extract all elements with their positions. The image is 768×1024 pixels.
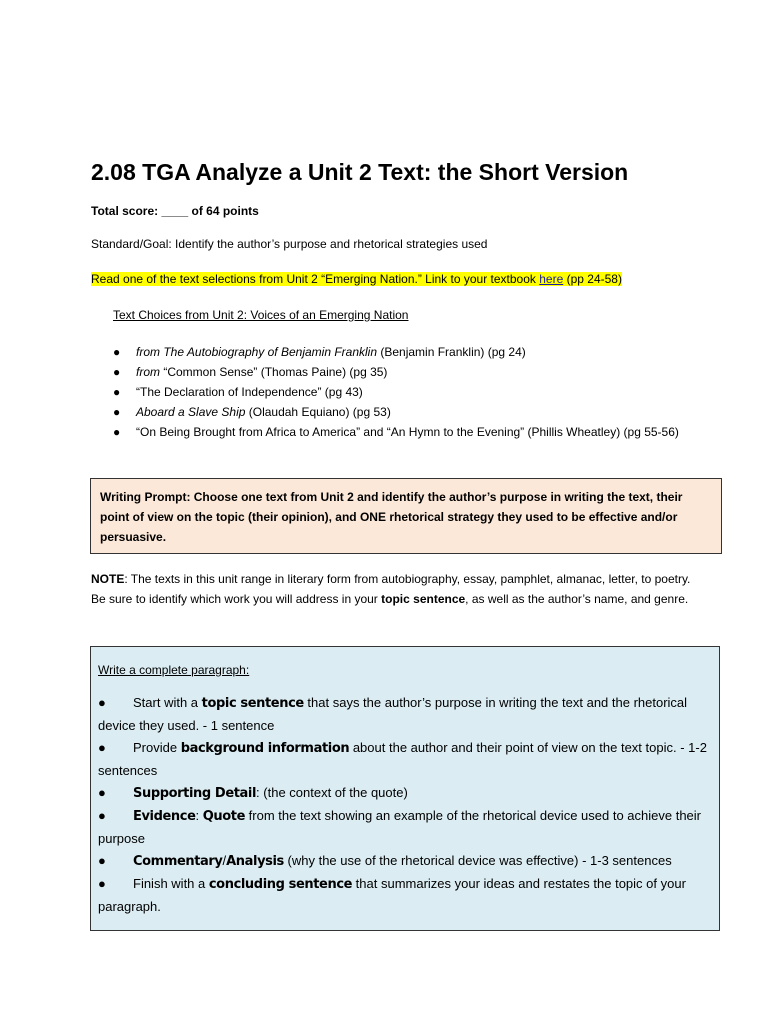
item-text: :	[195, 808, 203, 823]
note-paragraph	[91, 569, 691, 609]
item-strong: Analysis	[226, 854, 284, 869]
bullet-icon: ●	[113, 405, 121, 419]
bullet-icon: ●	[98, 876, 106, 891]
choice-detail: “Common Sense” (Thomas Paine) (pg 35)	[163, 365, 388, 379]
page-range: (pp 24-58)	[563, 272, 622, 286]
item-text: that summarizes your ideas and restates the topic of your paragraph.	[98, 876, 686, 914]
item-strong: Commentary	[133, 854, 223, 869]
text-choices-heading: Text Choices from Unit 2: Voices of an Emerging Nation	[113, 308, 409, 322]
item-strong: topic sentence	[201, 696, 304, 711]
standard-goal: Standard/Goal: Identify the author’s purpose and rhetorical strategies used	[91, 237, 488, 251]
text-choices-list	[113, 342, 693, 442]
bullet-icon: ●	[98, 808, 106, 823]
note-text: : The texts in this unit range in literary form from autobiography, essay, pamphlet, almanac, letter, to poetry. Be sure to identify which work you will address in your	[91, 572, 691, 606]
bullet-icon: ●	[113, 385, 121, 399]
writing-prompt-box	[90, 478, 722, 554]
choice-detail: (Olaudah Equiano) (pg 53)	[245, 405, 391, 419]
item-strong: Quote	[202, 809, 246, 824]
document-title: 2.08 TGA Analyze a Unit 2 Text: the Short Version	[91, 159, 629, 185]
choice-detail: “On Being Brought from Africa to America” and “An Hymn to the Evening” (Phillis Wheatley) (pg 55-56)	[136, 425, 679, 439]
choice-prefix: from	[136, 365, 164, 379]
list-item	[113, 342, 693, 362]
list-item	[113, 362, 693, 382]
list-item	[98, 850, 712, 873]
item-text: Provide	[133, 740, 181, 755]
reading-instruction	[91, 271, 622, 288]
list-item	[98, 805, 712, 850]
bullet-icon: ●	[113, 365, 121, 379]
item-text: /	[222, 853, 227, 868]
choice-detail: “The Declaration of Independence” (pg 43)	[136, 385, 363, 399]
item-text: (why the use of the rhetorical device was effective) - 1-3 sentences	[283, 853, 672, 868]
item-text: Finish with a	[133, 876, 209, 891]
list-item	[98, 782, 712, 805]
total-score: Total score: ____ of 64 points	[91, 204, 259, 218]
item-text: that says the author’s purpose in writing the text and the rhetorical device they used. - 1 sentence	[98, 695, 688, 733]
paragraph-heading: Write a complete paragraph:	[98, 663, 250, 677]
item-text: from the text showing an example of the rhetorical device used to achieve their purpose	[98, 808, 702, 846]
list-item	[113, 422, 693, 442]
list-item	[98, 737, 712, 782]
item-text: Start with a	[133, 695, 202, 710]
choice-prefix: from	[136, 345, 164, 359]
list-item	[98, 692, 712, 737]
list-item	[113, 402, 693, 422]
note-strong: topic sentence	[381, 592, 466, 606]
item-text: : (the context of the quote)	[256, 785, 408, 800]
choice-title: The Autobiography of Benjamin Franklin	[163, 345, 378, 359]
bullet-icon: ●	[113, 345, 121, 359]
paragraph-instructions-box	[90, 646, 720, 931]
item-strong: background information	[180, 741, 350, 756]
choice-detail: (Benjamin Franklin) (pg 24)	[377, 345, 526, 359]
bullet-icon: ●	[98, 740, 106, 755]
bullet-icon: ●	[98, 853, 106, 868]
bullet-icon: ●	[98, 695, 106, 710]
item-strong: Supporting Detail	[133, 786, 257, 801]
list-item	[98, 873, 712, 918]
list-item	[113, 382, 693, 402]
item-strong: Evidence	[133, 809, 196, 824]
note-text-end: , as well as the author’s name, and genre.	[465, 592, 689, 606]
textbook-link[interactable]: here	[539, 272, 564, 286]
bullet-icon: ●	[98, 785, 106, 800]
note-label: NOTE	[91, 572, 125, 586]
read-text: Read one of the text selections from Unit 2 “Emerging Nation.” Link to your textbook	[91, 272, 540, 286]
item-strong: concluding sentence	[208, 877, 353, 892]
writing-prompt: Writing Prompt: Choose one text from Unit 2 and identify the author’s purpose in writing the text, their point of view on the topic (their opinion), and ONE rhetorical strategy they used to be effective and/or persuasive.	[100, 490, 683, 544]
choice-title: Aboard a Slave Ship	[136, 405, 246, 419]
bullet-icon: ●	[113, 425, 121, 439]
item-text: about the author and their point of view on the text topic. - 1-2 sentences	[98, 740, 707, 778]
highlight	[91, 272, 622, 286]
